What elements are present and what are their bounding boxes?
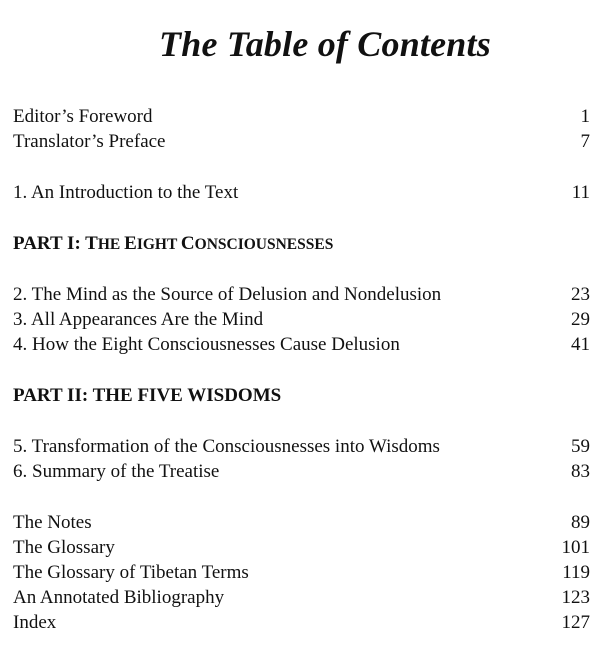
- entry-page-number: 83: [571, 461, 590, 482]
- toc-entry-chapter-4[interactable]: [13, 332, 590, 357]
- toc-entry-chapter-6[interactable]: [13, 459, 590, 484]
- entry-title: Index: [13, 612, 57, 633]
- spacer: [13, 357, 590, 383]
- toc-entry-chapter-2[interactable]: [13, 282, 590, 307]
- spacer: [13, 256, 590, 282]
- entry-page-number: 119: [562, 562, 590, 583]
- spacer: [13, 154, 590, 180]
- entry-title: Editor’s Foreword: [13, 106, 153, 127]
- part-1-heading-text: IGHT: [136, 236, 181, 253]
- entry-title: Translator’s Preface: [13, 131, 166, 152]
- entry-title: The Glossary of Tibetan Terms: [13, 562, 249, 583]
- entry-title: 3. All Appearances Are the Mind: [13, 309, 264, 330]
- entry-title: 6. Summary of the Treatise: [13, 461, 220, 482]
- spacer: [13, 205, 590, 231]
- toc-entry-bibliography[interactable]: [13, 585, 590, 610]
- table-of-contents: [13, 104, 590, 635]
- toc-entry-translators-preface[interactable]: [13, 129, 590, 154]
- spacer: [13, 484, 590, 510]
- page-title: The Table of Contents: [159, 24, 491, 64]
- entry-page-number: 101: [561, 537, 590, 558]
- part-1-heading-text: C: [180, 233, 195, 254]
- entry-title: 4. How the Eight Consciousnesses Cause Delusion: [13, 334, 400, 355]
- toc-entry-editors-foreword[interactable]: [13, 104, 590, 129]
- part-1-heading-text: HE: [97, 236, 125, 253]
- entry-title: 5. Transformation of the Consciousnesses into Wisdoms: [13, 436, 440, 457]
- toc-entry-glossary[interactable]: [13, 535, 590, 560]
- entry-title: An Annotated Bibliography: [13, 587, 225, 608]
- toc-entry-chapter-3[interactable]: [13, 307, 590, 332]
- entry-title: 1. An Introduction to the Text: [13, 182, 239, 203]
- entry-page-number: 1: [580, 106, 590, 127]
- toc-entry-chapter-5[interactable]: [13, 434, 590, 459]
- spacer: [13, 408, 590, 434]
- entry-page-number: 23: [571, 284, 590, 305]
- toc-entry-chapter-1[interactable]: [13, 180, 590, 205]
- part-1-heading-text: E: [124, 233, 137, 254]
- entry-title: The Notes: [13, 512, 92, 533]
- part-1-heading-text: ONSCIOUSNESSES: [194, 236, 334, 253]
- toc-entry-glossary-tibetan[interactable]: [13, 560, 590, 585]
- entry-page-number: 89: [571, 512, 590, 533]
- entry-title: The Glossary: [13, 537, 115, 558]
- part-1-heading: [13, 231, 590, 256]
- toc-entry-notes[interactable]: [13, 510, 590, 535]
- entry-page-number: 123: [561, 587, 590, 608]
- entry-page-number: 41: [571, 334, 590, 355]
- part-1-heading-text: PART I: T: [13, 233, 98, 254]
- entry-page-number: 7: [580, 131, 590, 152]
- entry-title: 2. The Mind as the Source of Delusion and Nondelusion: [13, 284, 442, 305]
- part-2-heading: PART II: THE FIVE WISDOMS: [13, 385, 282, 406]
- entry-page-number: 29: [571, 309, 590, 330]
- entry-page-number: 11: [571, 182, 590, 203]
- entry-page-number: 127: [561, 612, 590, 633]
- toc-entry-index[interactable]: [13, 610, 590, 635]
- entry-page-number: 59: [571, 436, 590, 457]
